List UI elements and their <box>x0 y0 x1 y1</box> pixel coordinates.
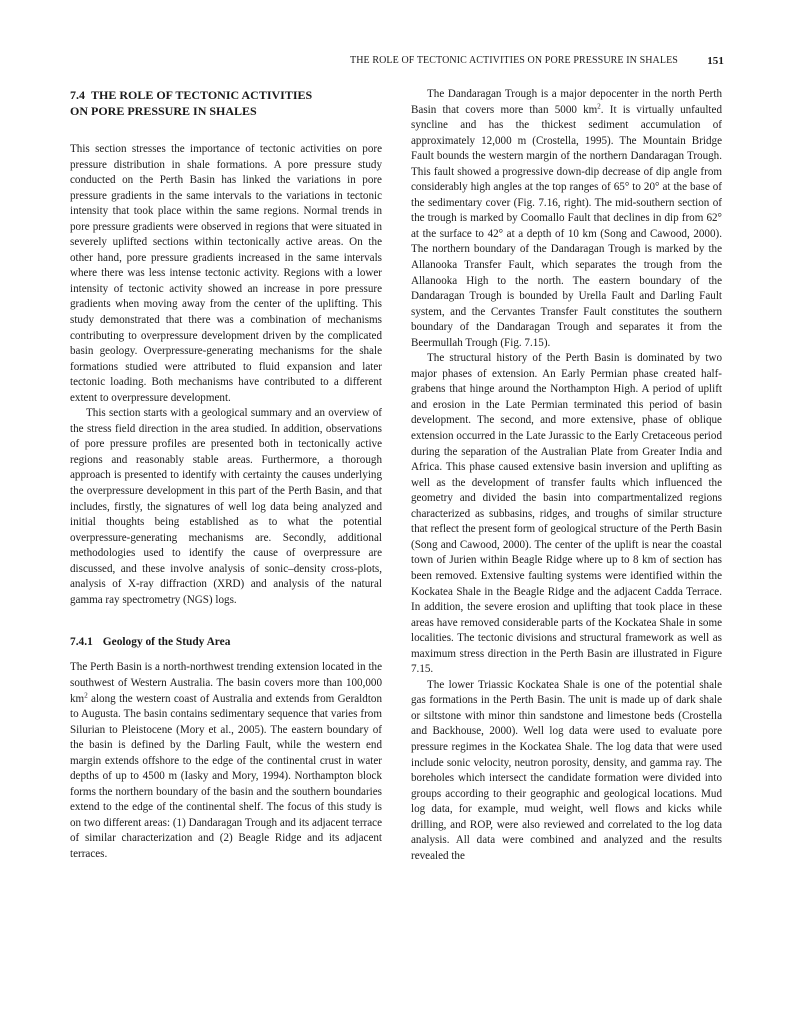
right-p1-text-b: . It is virtually unfaulted syncline and has the thickest sediment accumulation of approximately 12,000 m (Crostella, 1995). The Mountain Bridge Fault bounds the western margin of the northern Dandaragan Trough. This fault showed a progressive down-dip decrease of dip angle from considerably high angles at the top ranges of 65° to 20° at the base of the sedimentary cover (Fig. 7.16, right). The mid-southern section of the trough is marked by Coomallo Fault that declines in dip from 62° at the surface to 42° at a depth of 10 km (Song and Cawood, 2000). The northern boundary of the Dandaragan Trough is marked by the Allanooka Transfer Fault, which separates the trough from the Allanooka High to the north. The eastern boundary of the Dandaragan Trough is bounded by Urella Fault and Darling Fault system, and the Cervantes Transfer Fault constitutes the southern boundary of the Dandaragan Trough and separates it from the Beermullah Trough (Fig. 7.15). <box>411 103 722 349</box>
section-title-line2: ON PORE PRESSURE IN SHALES <box>70 104 257 118</box>
section-paragraph-2: This section starts with a geological summary and an overview of the stress field direction in the area studied. In addition, observations of pore pressure profiles are presented both in tectonically active regions and reasonably stable areas. Furthermore, a thorough approach is presented to identify with certainty the causes underlying the overpressure development in this part of the Perth Basin, and that includes, firstly, the signatures of well log data being analyzed and initial thoughts being established as to what the potential overpressure-generating mechanisms are. Secondly, additional methodologies used to identify the cause of overpressure are discussed, and these involve analysis of sonic–density cross-plots, analysis of X-ray diffraction (XRD) and analysis of the natural gamma ray spectrometry (NGS) logs. <box>70 407 382 606</box>
right-paragraph-2: The structural history of the Perth Basin is dominated by two major phases of extension. An Early Permian phase created half-grabens that hinge around the Northampton High. A period of uplift and erosion in the Late Permian terminated this period of basin development. The second, and more extensive, phase of oblique extension occurred in the Late Jurassic to the Early Cretaceous period during the separation of the Australian Plate from Greater India and Africa. This phase caused extensive basin inversion and uplifting as well as the development of transfer faults which influenced the geometry and divided the basin into compartmentalized regions characterized as subbasins, ridges, and troughs of similar structure that reflect the present form of geological structure of the Perth Basin (Song and Cawood, 2000). The center of the uplift is near the coastal town of Jurien within Beagle Ridge where up to 8 km of section has been removed. Extensive faulting systems were identified within the Kockatea Shale in the Beagle Ridge and the adjacent Cadda Terrace. In addition, the severe erosion and uplifting that took place in these areas have removed considerable parts of the Kockatea Shale in some localities. The tectonic divisions and structural framework as well as maximum stress direction in the Perth Basin are illustrated in Figure 7.15. <box>411 352 722 676</box>
subsection-heading <box>70 634 382 650</box>
right-paragraph-1 <box>411 87 722 351</box>
page-number: 151 <box>707 55 724 67</box>
section-title-line1: THE ROLE OF TECTONIC ACTIVITIES <box>91 88 313 102</box>
section-heading <box>70 87 382 119</box>
left-column <box>70 87 382 863</box>
superscript-2: 2 <box>84 690 88 699</box>
right-p1-text-a: The Dandaragan Trough is a major depocenter in the north Perth Basin that covers more than 5000 km <box>411 88 722 116</box>
subsection-paragraph-1 <box>70 660 382 862</box>
running-head-title: THE ROLE OF TECTONIC ACTIVITIES ON PORE PRESSURE IN SHALES <box>350 55 678 66</box>
subsection-number: 7.4.1 <box>70 636 93 649</box>
superscript-2: 2 <box>597 101 601 110</box>
subsection-p1-text-a: The Perth Basin is a north-northwest trending extension located in the southwest of Western Australia. The basin covers more than 100,000 km <box>70 661 382 705</box>
section-paragraph-1: This section stresses the importance of tectonic activities on pore pressure distribution in shale formations. A pore pressure study conducted on the Perth Basin has linked the variations in pore pressure gradients in the same intervals to the variations in tectonic intensity that took place within the same regions. Normal trends in pore pressure gradients were observed in regions that were situated in severely uplifted sections within tectonically active areas. On the other hand, pore pressure gradients increased in the same intervals where there was less intense tectonic activity. Regions with a lower intensity of tectonic activity showed an increase in pore pressure gradients when moving away from the center of the uplifting. This study demonstrated that there was a combination of mechanisms contributing to overpressure development driven by the complicated basin geology. Overpressure-generating mechanisms for the shale formations studied were attributed to fluid expansion and later tectonic loading. Both mechanisms have contributed to a different extent to overpressure development. <box>70 143 382 404</box>
section-number: 7.4 <box>70 88 85 102</box>
right-paragraph-3: The lower Triassic Kockatea Shale is one of the potential shale gas formations in the Perth Basin. The unit is made up of dark shale or siltstone with minor thin sandstone and limestone beds (Crostella and Backhouse, 2000). Well log data were used to evaluate pore pressure regimes in the Kockatea Shale. The log data that were used include sonic velocity, neutron porosity, density, and gamma ray. The boreholes which intersect the candidate formation were divided into groups according to their geographic and geological locations. Mud log data, for example, mud weight, well flows and kicks while drilling, and ROP, were also reviewed and correlated to the log data analysis. All data were combined and analyzed and the results revealed the <box>411 678 722 862</box>
subsection-p1-text-b: along the western coast of Australia and extends from Geraldton to Augusta. The basin contains sedimentary sequence that varies from Silurian to Pleistocene (Mory et al., 2005). The eastern boundary of the basin is defined by the Darling Fault, while the western end margin extends offshore to the edge of the continental crust in water depths of up to 4500 m (Iasky and Mory, 1994). Northampton block forms the northern boundary of the basin and the southern boundaries extend to the edge of the continental shelf. The focus of this study is on two different areas: (1) Dandaragan Trough and its adjacent terrace of similar characterization and (2) Beagle Ridge and its adjacent terraces. <box>70 692 382 860</box>
right-column <box>411 87 722 864</box>
subsection-title: Geology of the Study Area <box>102 636 231 649</box>
